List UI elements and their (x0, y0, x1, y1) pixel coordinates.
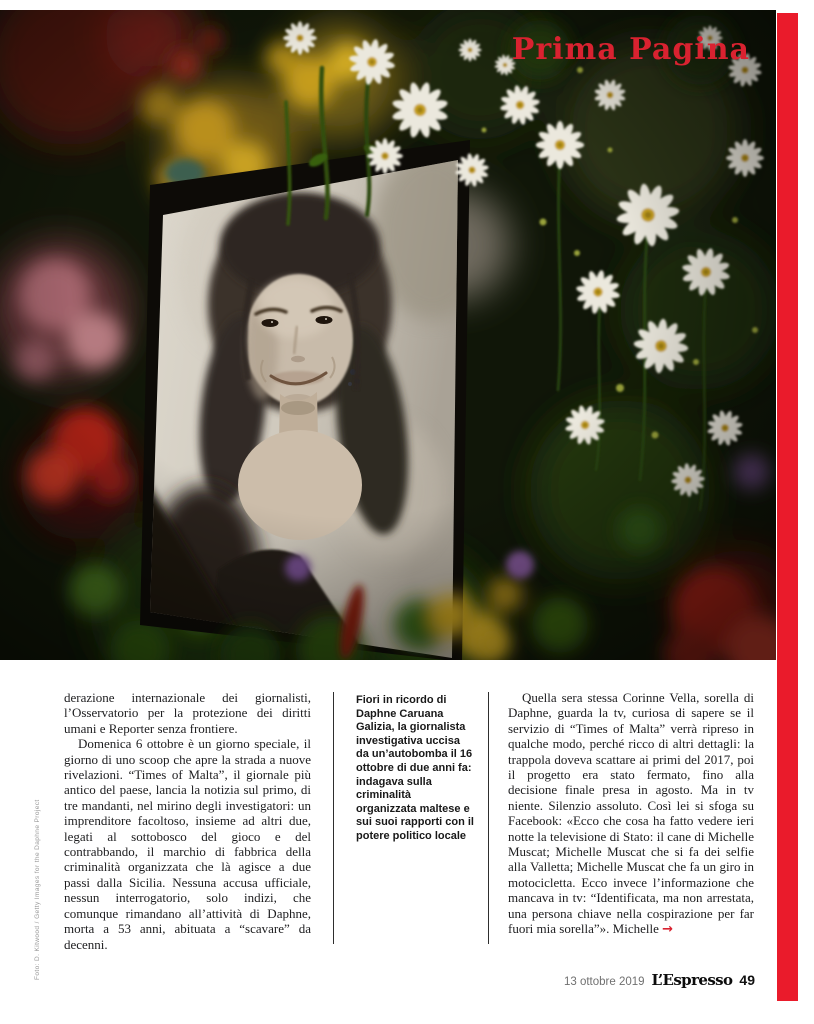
column-divider (333, 692, 334, 944)
article-paragraph: derazione internazionale dei giornalisti, l’Osservatorio per la protezione dei diritti umani e Reporter senza frontiere. (64, 690, 311, 736)
issue-date: 13 ottobre 2019 (563, 976, 645, 988)
article-text: Quella sera stessa Corinne Vella, sorella di Daphne, guarda la tv, curiosa di sapere se il servizio di “Times of Malta” verrà ripreso in qualche modo, perché ricco di altri dettagli: la trappola doveva scattare ai primi del 2017, poi il progetto era stato fermato, fino alla decisione finale presa in agosto. Ma in tv niente. Silenzio assoluto. Così lei si sfoga su Facebook: «Ecco che cosa ha fatto vedere ieri notte la televisione di Stato: il cane di Michelle Muscat; Michelle Muscat che si fa dei selfie alla Valletta; Michelle Muscat che fa un giro in motocicletta. Ecco invece l’informazione che mancava in tv: “Identificata, ma non arrestata, una persona chiave nella cospirazione per far fuori mia sorella”». Michelle (508, 690, 754, 937)
article-column-1 (64, 690, 311, 952)
red-sidebar (777, 13, 798, 1001)
memorial-photo-illustration (0, 10, 776, 660)
magazine-logo: L’Espresso (651, 971, 733, 989)
article-column-3 (508, 690, 754, 938)
continuation-arrow-icon: → (662, 922, 674, 938)
column-divider (488, 692, 489, 944)
article-paragraph (508, 690, 754, 938)
article-paragraph: Domenica 6 ottobre è un giorno speciale, il giorno di uno scoop che apre la strada a nuove rivelazioni. “Times of Malta”, il giornale più antico del paese, lancia la notizia sul primo, di tre mandanti, nel mirino degli investigatori: un imprenditore facoltoso, insieme ad altri due, legati al sottobosco del gioco e del contrabbando, il marchio di fabbrica della criminalità organizzata che là agisce a due passi dalla Sicilia. Nessuna accusa ufficiale, nessun interrogatorio, solo indizi, che comunque rimandano all’attività di Daphne, morta a 53 anni, abituata a “scavare” da decenni. (64, 736, 311, 952)
memorial-photo (0, 10, 776, 660)
page-footer (564, 971, 755, 989)
photo-caption: Fiori in ricordo di Daphne Caruana Galizia, la giornalista investigativa uccisa da un’autobomba il 16 ottobre di due anni fa: indagava sulla criminalità organizzata maltese e sui suoi rapporti con il potere politico locale (356, 694, 474, 842)
section-label: Prima Pagina (511, 32, 750, 67)
photo-credit: Foto: D. Kitwood / Getty Images for the Daphne Project (34, 799, 41, 980)
page-number: 49 (739, 972, 755, 988)
